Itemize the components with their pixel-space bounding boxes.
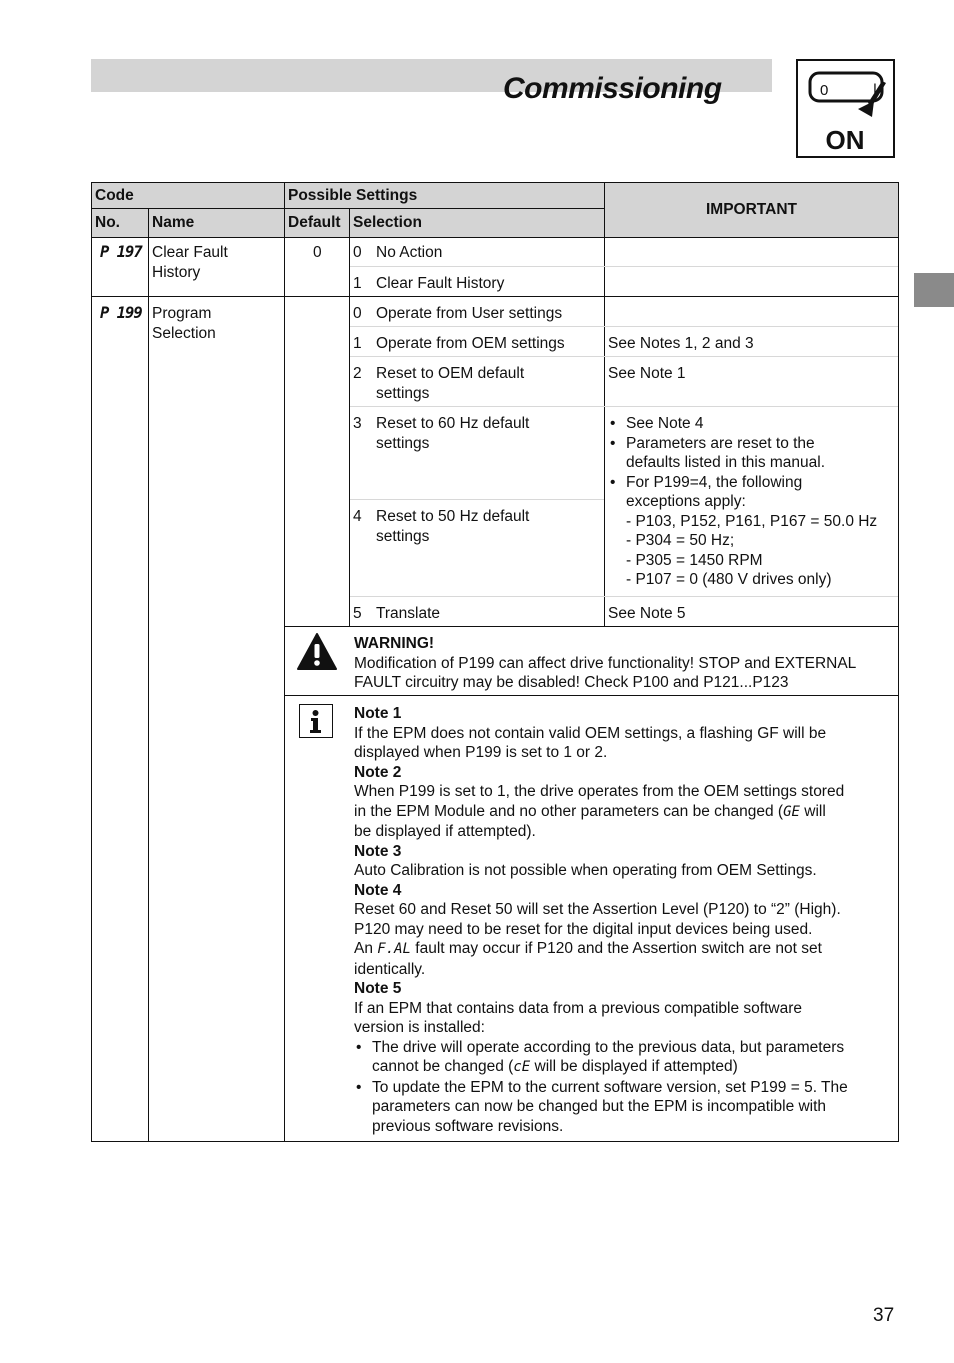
default-p197: 0 (313, 244, 322, 261)
header-no: No. (92, 209, 148, 237)
option-p199-2: 2 Reset to OEM default settings (353, 365, 525, 402)
table-border-bottom (91, 1141, 899, 1142)
important-p199-1: See Notes 1, 2 and 3 (608, 335, 754, 352)
svg-text:I: I (873, 80, 877, 96)
option-p197-1: 1 Clear Fault History (353, 275, 505, 292)
row-divider-warning (284, 626, 899, 627)
important-p199-3-4: • See Note 4 • Parameters are reset to the defaults listed in this manual. • For P199=4, the following exceptions apply: - P103, P152, P161, P167 = 50.0 Hz - P304 = 50 Hz; - P305 = 1450 RPM - P107 = 0 (480 V drives only) (608, 414, 898, 590)
col-line-default (349, 208, 350, 626)
header-bottom (91, 237, 899, 238)
header-selection: Selection (350, 209, 604, 237)
code-p199: P 199 (100, 304, 142, 322)
info-icon (299, 704, 333, 738)
option-p199-5: 5 Translate (353, 605, 441, 622)
row-divider-p197 (91, 296, 899, 297)
name-p197: Clear Fault History (152, 244, 228, 281)
col-line-name (284, 182, 285, 1142)
row-divider-notes (284, 695, 899, 696)
power-switch-icon (796, 59, 895, 158)
header-possible-settings: Possible Settings (285, 183, 604, 208)
option-p199-1: 1 Operate from OEM settings (353, 335, 565, 352)
switch-on-label: ON (825, 125, 865, 155)
option-p197-0: 0 No Action (353, 244, 443, 261)
notes-text: Note 1 If the EPM does not contain valid OEM settings, a flashing GF will be displayed when P199 is set to 1 or 2. Note 2 When P199 is set to 1, the drive operates from the OEM settings stored in the EPM Module and no other parameters can be changed (GE will be displayed if attempted). Note 3 Auto Calibration is not possible when operating from OEM Settings. Note 4 Reset 60 and Reset 50 will set the Assertion Level (P120) to “2” (High). P120 may need to be reset for the digital input devices being used. An F.AL fault may occur if P120 and the Assertion switch are not set identically. Note 5 If an EPM that contains data from a previous compatible software version is installed: • The drive will operate according to the previous data, but parameters cannot be changed (cE will be displayed if attempted) • To update the EPM to the current software version, set P199 = 5. The parameters can now be changed but the EPM is incompatible with previous software revisions. (354, 704, 898, 1136)
option-p199-3: 3 Reset to 60 Hz default settings (353, 415, 530, 452)
option-p199-4: 4 Reset to 50 Hz default settings (353, 508, 530, 545)
header-important: IMPORTANT (605, 183, 898, 237)
col-line-selection (604, 182, 605, 626)
table-border-right (898, 182, 899, 1142)
header-code: Code (92, 183, 284, 208)
table-border-top (91, 182, 899, 183)
warning-triangle-icon (296, 632, 338, 672)
col-line-no (148, 208, 149, 1142)
table-border-left (91, 182, 92, 1142)
section-tab (914, 273, 954, 307)
code-p197: P 197 (100, 243, 142, 261)
header-default: Default (285, 209, 349, 237)
header-divider (91, 208, 605, 209)
name-p199: Program Selection (152, 305, 216, 342)
option-p199-0: 0 Operate from User settings (353, 305, 563, 322)
page-number: 37 (873, 1305, 895, 1326)
warning-text: WARNING! Modification of P199 can affect drive functionality! STOP and EXTERNAL FAULT circuitry may be disabled! Check P100 and P121...P123 (354, 635, 857, 691)
header-name: Name (149, 209, 284, 237)
svg-text:0: 0 (820, 82, 829, 99)
important-p199-2: See Note 1 (608, 365, 686, 382)
important-p199-5: See Note 5 (608, 605, 686, 622)
page-title: Commissioning (503, 72, 722, 105)
